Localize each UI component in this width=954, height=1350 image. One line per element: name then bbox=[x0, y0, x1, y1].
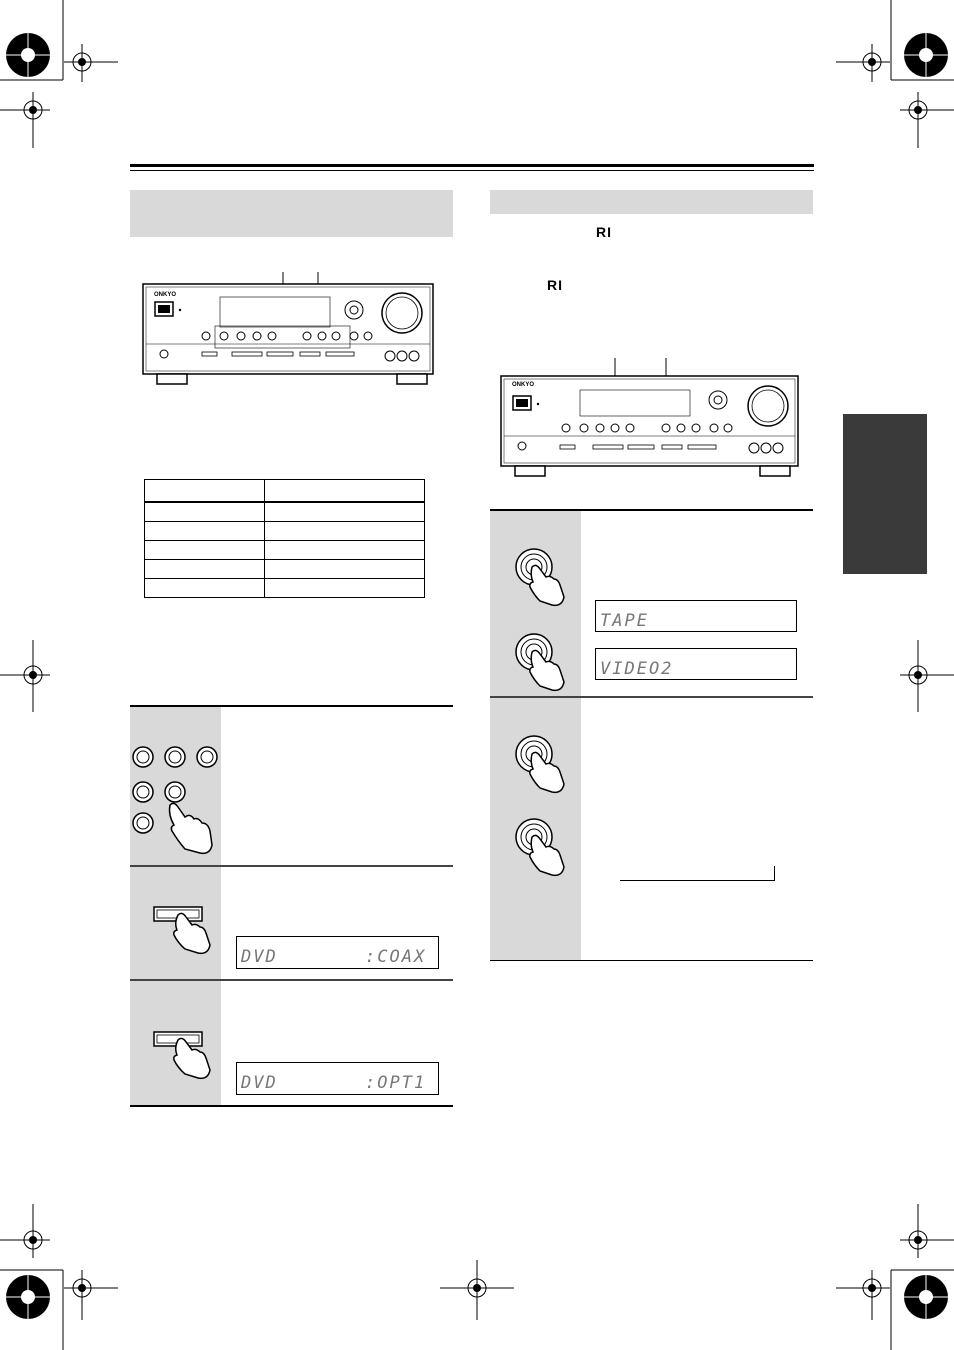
right-steps-bottom-rule bbox=[490, 960, 813, 961]
lcd-source: VIDEO2 bbox=[600, 659, 674, 679]
lcd-source: DVD bbox=[241, 1073, 278, 1093]
lcd-input: :COAX bbox=[365, 947, 427, 967]
hand-press-icon bbox=[140, 885, 220, 955]
table-row bbox=[145, 541, 425, 560]
receiver-front-panel-left bbox=[140, 272, 440, 388]
receiver-front-panel-right bbox=[498, 358, 803, 483]
left-steps-bottom-rule bbox=[130, 1105, 453, 1107]
table-row bbox=[145, 502, 425, 522]
table-row bbox=[145, 560, 425, 579]
left-step-divider bbox=[130, 865, 453, 867]
left-section-header bbox=[130, 190, 453, 237]
lcd-display-coax bbox=[236, 936, 439, 969]
hand-press-round-button-icon bbox=[510, 732, 580, 794]
lcd-display-tape bbox=[595, 600, 797, 632]
table-header-row bbox=[145, 480, 425, 503]
right-section-header bbox=[490, 190, 813, 214]
ri-logo-2: RI bbox=[547, 277, 563, 293]
left-step-divider bbox=[130, 979, 453, 981]
top-rule bbox=[130, 164, 814, 167]
hand-press-round-button-icon bbox=[510, 545, 580, 607]
lcd-source: TAPE bbox=[600, 611, 649, 631]
table-row bbox=[145, 522, 425, 541]
input-selector-buttons-illustration bbox=[130, 745, 221, 860]
table-row bbox=[145, 579, 425, 598]
lcd-display-video2 bbox=[595, 648, 797, 680]
right-step-divider bbox=[490, 696, 813, 698]
setting-underline bbox=[620, 880, 775, 881]
receiver-brand-left: ONKYO bbox=[154, 292, 177, 298]
lcd-input: :OPT1 bbox=[365, 1073, 427, 1093]
hand-press-round-button-icon bbox=[510, 815, 580, 877]
input-mapping-table bbox=[144, 479, 425, 598]
lcd-source: DVD bbox=[241, 947, 278, 967]
hand-press-round-button-icon bbox=[510, 630, 580, 692]
side-tab bbox=[843, 414, 927, 574]
lcd-display-opt1 bbox=[236, 1062, 439, 1095]
top-rule-thin bbox=[130, 170, 814, 171]
receiver-brand-right: ONKYO bbox=[512, 382, 535, 388]
setting-bracket bbox=[774, 866, 775, 881]
ri-logo-1: RI bbox=[596, 224, 612, 240]
hand-press-icon bbox=[140, 1010, 220, 1080]
